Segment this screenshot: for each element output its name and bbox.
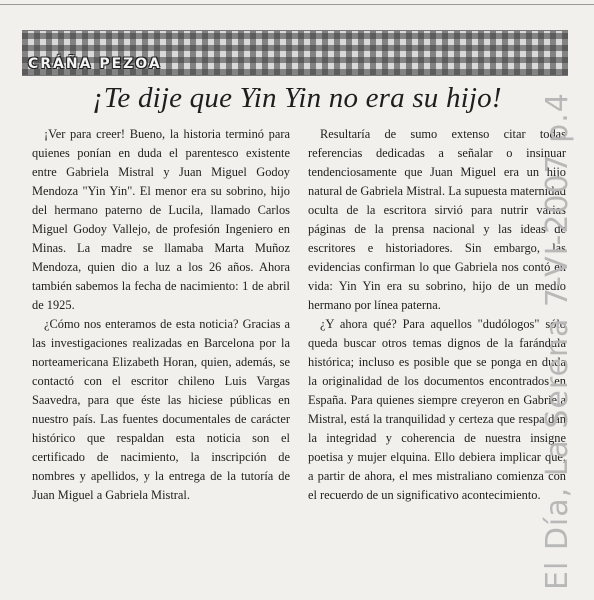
handwritten-source-note: El Día, La Serena 7-VI-2007 p.4 xyxy=(540,92,575,590)
top-rule xyxy=(0,4,594,5)
left-paragraph-2: ¿Cómo nos enteramos de esta noticia? Gracias a las investigaciones realizadas en Barcelona por la norteamericana Elizabeth Horan, quien, además, se contactó con el escritor chileno Luis Vargas Saavedra, para que éste las hiciese públicas en nuestro país. Las fuentes documentales de carácter histórico que respaldan esta noticia son el certificado de nacimiento, la inscripción de nombres y apellidos, y la entrega de la tutoría de Juan Miguel a Gabriela Mistral. xyxy=(32,317,290,502)
left-paragraph-1: ¡Ver para creer! Bueno, la historia terminó para quienes ponían en duda el parentesco existente entre Gabriela Mistral y Juan Miguel Godoy Mendoza "Yin Yin". El menor era su sobrino, hijo del hermano paterno de Lucila, llamado Carlos Miguel Godoy Vallejo, de profesión Ingeniero en Minas. La madre se llamaba Marta Muñoz Mendoza, quien dio a luz a los 26 años. Ahora también sabemos la fecha de nacimiento: 1 de abril de 1925. xyxy=(32,127,290,312)
right-column xyxy=(308,125,566,505)
right-paragraph-2: ¿Y ahora qué? Para aquellos "dudólogos" sólo queda buscar otros temas dignos de la farándula histórica; incluso es posible que se ponga en duda la originalidad de los documentos encontrados en España. Para quienes siempre creyeron en Gabriela Mistral, está la tranquilidad y certeza que respaldan la integridad y coherencia de nuestra insigne poetisa y mujer elquina. Ello debiera implicar que, a partir de ahora, el mes mistraliano comienza con el recuerdo de un significativo acontecimiento. xyxy=(308,317,566,502)
headline: ¡Te dije que Yin Yin no era su hijo! xyxy=(92,82,502,114)
left-column xyxy=(32,125,290,505)
section-label: CRÁÑA PEZOA xyxy=(28,56,162,72)
right-paragraph-1: Resultaría de sumo extenso citar todas referencias dedicadas a señalar o insinuar tendenciosamente que Juan Miguel era un hijo natural de Gabriela Mistral. La supuesta maternidad oculta de la escritora sirvió para nutrir varias páginas de la prensa nacional y las ideas de escritores e historiadores. Sin embargo, las evidencias confirman lo que Gabriela nos contó en vida: Yin Yin era su sobrino, hijo de un medio hermano por línea paterna. xyxy=(308,127,566,312)
